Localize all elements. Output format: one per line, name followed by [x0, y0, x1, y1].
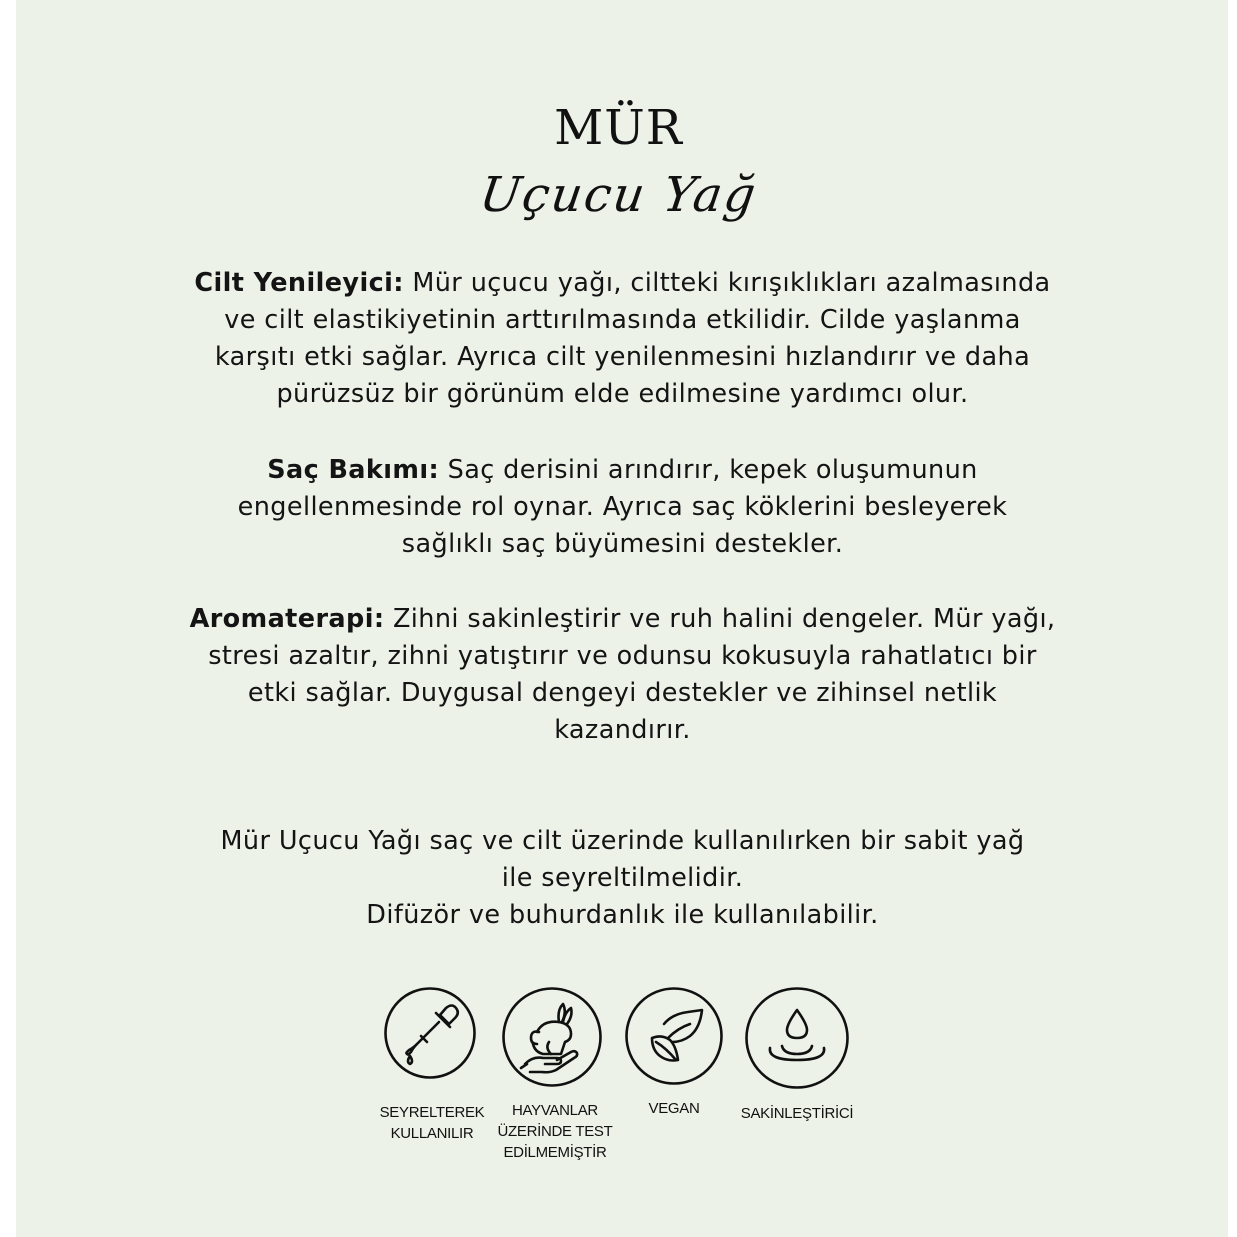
section-line: engellenmesinde rol oynar. Ayrıca saç köklerini besleyerek — [237, 492, 1008, 522]
section-lead: Cilt Yenileyici: — [194, 268, 404, 298]
brand-title: MÜR — [554, 100, 683, 156]
badge-dilute — [372, 984, 492, 1164]
section-text: Mür uçucu yağı, ciltteki kırışıklıkları azalmasında — [403, 268, 1051, 298]
section-lead: Aromaterapi: — [189, 604, 385, 634]
section-line — [120, 452, 1125, 489]
badge-label-line: KULLANILIR — [390, 1125, 474, 1142]
section-skin-renewal — [120, 265, 1125, 413]
rabbit-hand-icon — [501, 986, 603, 1088]
section-aromatherapy — [120, 601, 1125, 749]
badge-label-line: EDİLMEMİŞTİR — [503, 1144, 607, 1161]
section-lead: Saç Bakımı: — [267, 455, 440, 485]
section-line — [120, 265, 1125, 302]
usage-line: ile seyreltilmelidir. — [501, 863, 744, 893]
water-drop-ripple-icon — [744, 986, 850, 1090]
section-hair-care — [120, 452, 1125, 563]
usage-line: Mür Uçucu Yağı saç ve cilt üzerinde kullanılırken bir sabit yağ — [220, 826, 1025, 856]
section-line: sağlıklı saç büyümesini destekler. — [401, 529, 844, 559]
section-line: stresi azaltır, zihni yatıştırır ve odunsu kokusuyla rahatlatıcı bir — [208, 641, 1037, 671]
dropper-icon — [383, 986, 477, 1080]
usage-line: Difüzör ve buhurdanlık ile kullanılabilir. — [366, 900, 879, 930]
badge-label — [492, 1100, 618, 1163]
badge-calming — [735, 984, 859, 1164]
section-line: karşıtı etki sağlar. Ayrıca cilt yenilenmesini hızlandırır ve daha — [214, 342, 1031, 372]
usage-note — [120, 823, 1125, 934]
product-subtitle: Uçucu Yağ — [476, 167, 761, 223]
section-text: Saç derisini arındırır, kepek oluşumunun — [439, 455, 978, 485]
section-text: Zihni sakinleştirir ve ruh halini dengeler. Mür yağı, — [384, 604, 1056, 634]
section-line: ve cilt elastikiyetinin arttırılmasında etkilidir. Cilde yaşlanma — [224, 305, 1021, 335]
section-line: etki sağlar. Duygusal dengeyi destekler ve zihinsel netlik — [247, 678, 998, 708]
badge-label-line: ÜZERİNDE TEST — [497, 1123, 613, 1140]
section-line: pürüzsüz bir görünüm elde edilmesine yardımcı olur. — [276, 379, 969, 409]
badge-label-line: SEYRELTEREK — [379, 1104, 485, 1121]
badge-label-line: SAKİNLEŞTİRİCİ — [740, 1105, 854, 1122]
badge-label-line: VEGAN — [648, 1100, 700, 1117]
leaves-icon — [624, 986, 724, 1086]
badge-vegan — [618, 984, 730, 1164]
badge-label — [618, 1098, 730, 1119]
badge-label-line: HAYVANLAR — [512, 1102, 598, 1119]
section-line: kazandırır. — [554, 715, 691, 745]
badge-label — [735, 1103, 859, 1124]
badge-label — [372, 1102, 492, 1144]
badge-cruelty-free — [492, 984, 618, 1164]
section-line — [120, 601, 1125, 638]
